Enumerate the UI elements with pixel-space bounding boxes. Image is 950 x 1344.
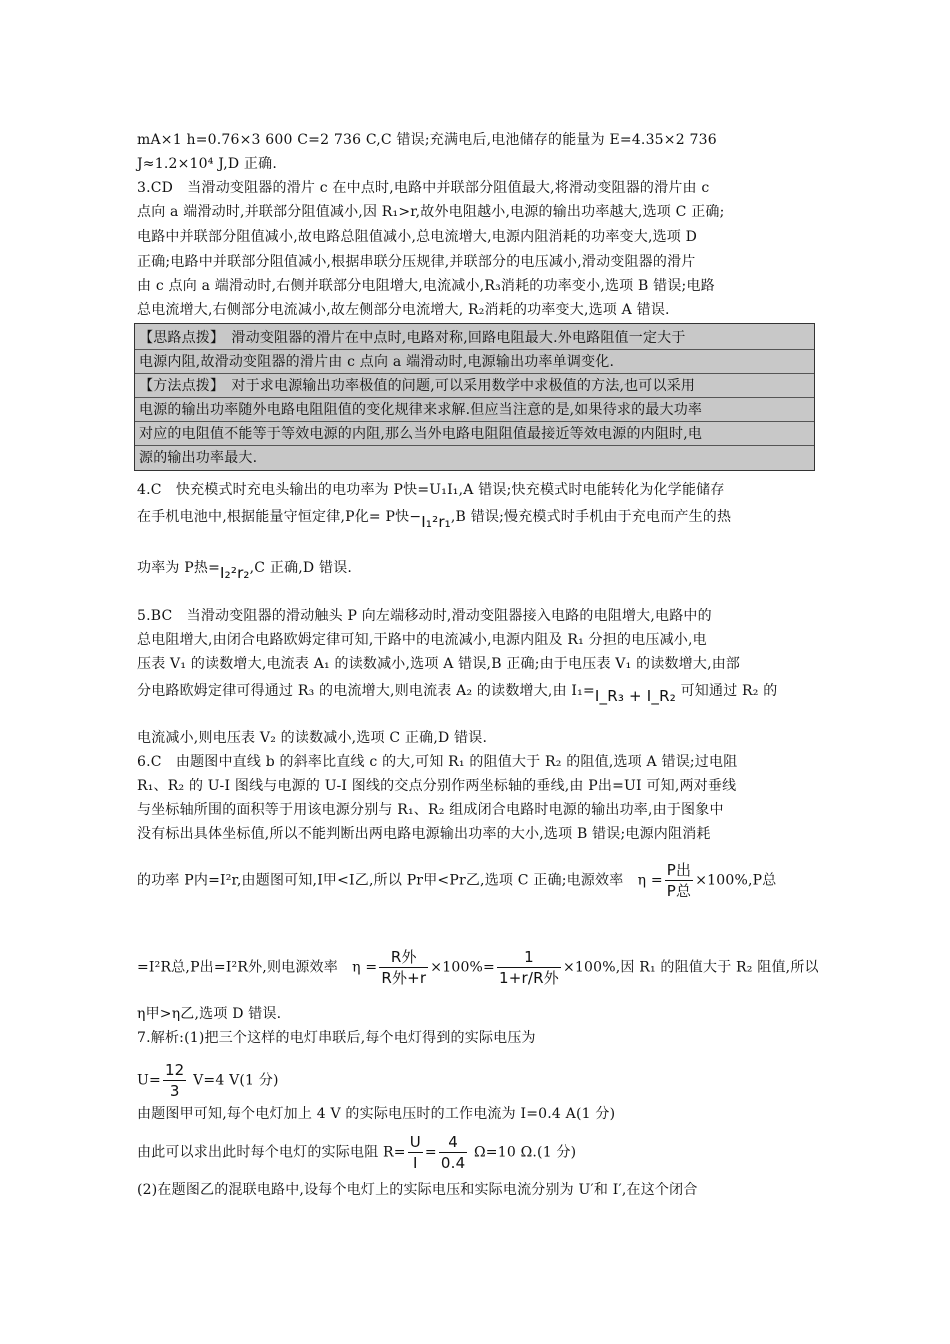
fraction-numerator: U: [409, 1133, 421, 1151]
text-line: 总电流增大,右侧部分电流减小,故左侧部分电流增大, R₂消耗的功率变大,选项 A 错误.: [137, 302, 670, 318]
q6-line: [137, 947, 817, 988]
q6-text: 的功率 P内=I²r,由题图可知,I甲<I乙,所以 Pr甲<Pr乙,选项 C 正确;电源效率 η =: [137, 872, 663, 889]
q7-text: U=: [137, 1072, 161, 1089]
q4-text: 在手机电池中,根据能量守恒定律,P化= P快−: [137, 509, 422, 525]
tip-line: 电源的输出功率随外电路电阻阻值的变化规律来求解.但应当注意的是,如果待求的最大功率: [139, 402, 703, 418]
q6-line: 没有标出具体坐标值,所以不能判断出两电路电源输出功率的大小,选项 B 错误;电源内阻消耗: [137, 826, 711, 842]
fraction-numerator: 12: [164, 1061, 185, 1079]
fraction-numerator: P出: [666, 861, 692, 879]
efficiency-fraction: [665, 860, 693, 901]
fraction-numerator: 1: [497, 947, 561, 968]
divider: [135, 421, 814, 422]
q6-text: ×100%,P总: [695, 872, 777, 889]
q5-line: [137, 680, 817, 705]
q4-line: 4.C 快充模式时充电头输出的电功率为 P快=U₁I₁,A 错误;快充模式时电能转化为化学能储存: [137, 482, 725, 498]
text-line: 点向 a 端滑动时,并联部分阻值减小,因 R₁>r,故外电阻越小,电源的输出功率越大,选项 C 正确;: [137, 204, 725, 220]
resistance-fraction: [408, 1132, 423, 1173]
q6-line: 6.C 由题图中直线 b 的斜率比直线 c 的大,可知 R₁ 的阻值大于 R₂ 的阻值,选项 A 错误;过电阻: [137, 754, 738, 770]
q6-text: ×100%=: [430, 959, 495, 976]
q7-line: [137, 1060, 817, 1101]
q7-text: 由此可以求出此时每个电灯的实际电阻 R=: [137, 1144, 406, 1161]
q7-text: Ω=10 Ω.(1 分): [469, 1144, 577, 1161]
q5-line: 5.BC 当滑动变阻器的滑动触头 P 向左端移动时,滑动变阻器接入电路的电阻增大,电路中的: [137, 608, 712, 624]
q5-line: 总电阻增大,由闭合电路欧姆定律可知,干路中的电流减小,电源内阻及 R₁ 分担的电压减小,电: [137, 632, 707, 648]
q5-text: 可知通过 R₂ 的: [675, 683, 778, 699]
q4-line: [137, 557, 817, 582]
text-line: 3.CD 当滑动变阻器的滑片 c 在中点时,电路中并联部分阻值最大,将滑动变阻器的滑片由 c: [137, 180, 710, 196]
q6-text: ×100%,因 R₁ 的阻值大于 R₂ 阻值,所以: [562, 959, 819, 976]
fraction-denominator: P总: [666, 882, 692, 900]
tip-line: 【思路点拨】 滑动变阻器的滑片在中点时,电路对称,回路电阻最大.外电路阻值一定大于: [139, 330, 686, 346]
resistance-fraction: [439, 1132, 467, 1173]
q7-line: [137, 1132, 817, 1173]
tip-line: 【方法点拨】 对于求电源输出功率极值的问题,可以采用数学中求极值的方法,也可以采用: [139, 378, 696, 394]
efficiency-fraction: [379, 947, 428, 988]
q7-line: 7.解析:(1)把三个这样的电灯串联后,每个电灯得到的实际电压为: [137, 1030, 536, 1046]
q5-line: 电流减小,则电压表 V₂ 的读数减小,选项 C 正确,D 错误.: [137, 730, 488, 746]
q5-math: I_R₃ + I_R₂: [594, 687, 676, 705]
text-line: mA×1 h=0.76×3 600 C=2 736 C,C 错误;充满电后,电池储存的能量为 E=4.35×2 736: [137, 132, 717, 148]
voltage-fraction: [163, 1060, 187, 1101]
fraction-denominator: 3: [169, 1082, 180, 1100]
q6-line: [137, 860, 817, 901]
q4-math: I₂²r₂: [220, 564, 250, 582]
q4-text: 功率为 P热=: [137, 560, 221, 576]
efficiency-fraction: [497, 947, 561, 988]
q7-line: 由题图甲可知,每个电灯加上 4 V 的实际电压时的工作电流为 I=0.4 A(1 分): [137, 1106, 616, 1122]
fraction-denominator: I: [413, 1154, 418, 1172]
fraction-numerator: R外: [379, 947, 428, 968]
q6-line: 与坐标轴所围的面积等于用该电源分别与 R₁、R₂ 组成闭合电路时电源的输出功率,由于图象中: [137, 802, 724, 818]
q5-text: 分电路欧姆定律可得通过 R₃ 的电流增大,则电流表 A₂ 的读数增大,由 I₁=: [137, 683, 595, 699]
divider: [135, 349, 814, 350]
q4-math: I₁²r₁: [421, 513, 451, 531]
q4-text: ,C 正确,D 错误.: [249, 560, 353, 576]
fraction-denominator: 1+r/R外: [498, 969, 559, 987]
q7-text: V=4 V(1 分): [188, 1072, 279, 1089]
divider: [135, 445, 814, 446]
tip-line: 电源内阻,故滑动变阻器的滑片由 c 点向 a 端滑动时,电源输出功率单调变化.: [139, 354, 615, 370]
q5-line: 压表 V₁ 的读数增大,电流表 A₁ 的读数减小,选项 A 错误,B 正确;由于电压表 V₁ 的读数增大,由部: [137, 656, 741, 672]
fraction-numerator: 4: [439, 1132, 467, 1153]
q4-text: ,B 错误;慢充模式时手机由于充电而产生的热: [450, 509, 732, 525]
fraction-denominator: 0.4: [440, 1154, 466, 1172]
text-line: J≈1.2×10⁴ J,D 正确.: [137, 156, 277, 172]
q6-line: R₁、R₂ 的 U-I 图线与电源的 U-I 图线的交点分别作两坐标轴的垂线,由 P出=UI 可知,两对垂线: [137, 778, 737, 794]
text-line: 由 c 点向 a 端滑动时,右侧并联部分电阻增大,电流减小,R₃消耗的功率变小,选项 B 错误;电路: [137, 278, 715, 294]
q6-line: η甲>η乙,选项 D 错误.: [137, 1006, 282, 1022]
tips-box: [134, 323, 815, 471]
divider: [135, 397, 814, 398]
q7-line: (2)在题图乙的混联电路中,设每个电灯上的实际电压和实际电流分别为 U′和 I′,在这个闭合: [137, 1182, 698, 1198]
tip-line: 源的输出功率最大.: [139, 450, 258, 466]
text-line: 正确;电路中并联部分阻值减小,根据串联分压规律,并联部分的电压减小,滑动变阻器的滑片: [137, 254, 696, 270]
divider: [135, 373, 814, 374]
tip-line: 对应的电阻值不能等于等效电源的内阻,那么当外电路电阻阻值最接近等效电源的内阻时,电: [139, 426, 703, 442]
q7-text: =: [424, 1144, 437, 1161]
fraction-denominator: R外+r: [381, 969, 427, 987]
q4-line: [137, 506, 817, 531]
text-line: 电路中并联部分阻值减小,故电路总阻值减小,总电流增大,电源内阻消耗的功率变大,选项 D: [137, 229, 698, 245]
q6-text: =I²R总,P出=I²R外,则电源效率 η =: [137, 959, 378, 976]
